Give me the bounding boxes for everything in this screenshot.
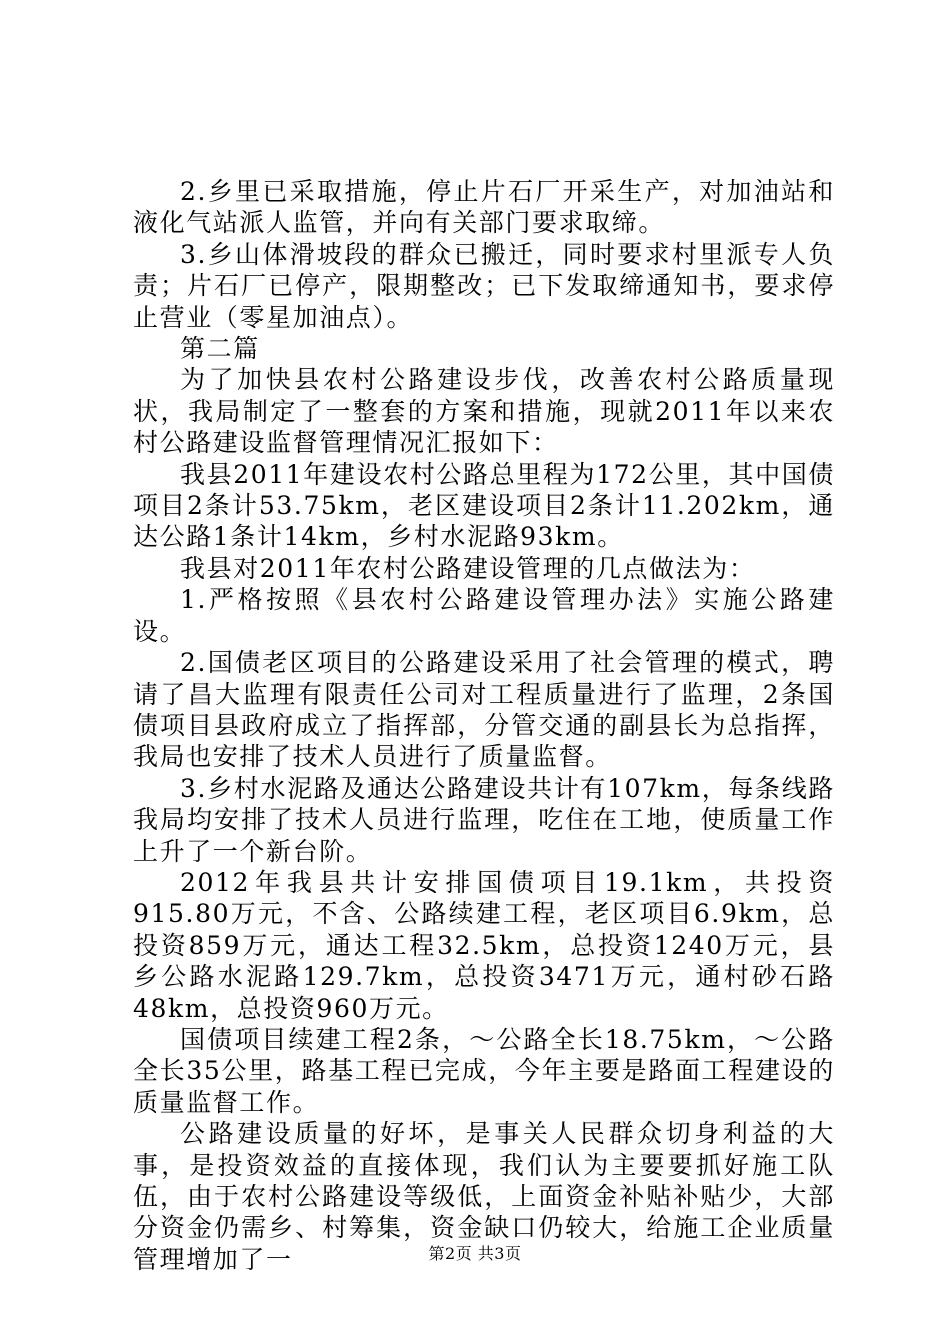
paragraph-practice-1: 1.严格按照《县农村公路建设管理办法》实施公路建设。 (133, 585, 835, 646)
paragraph-practices-lead: 我县对2011年农村公路建设管理的几点做法为： (180, 553, 756, 583)
paragraph-practice-3: 3.乡村水泥路及通达公路建设共计有107km，每条线路我局均安排了技术人员进行监理，吃住在工地，使质量工作上升了一个新台阶。 (133, 773, 835, 866)
paragraph-continuation-projects: 国债项目续建工程2条，～公路全长18.75km，～公路全长35公里，路基工程已完成，今年主要是路面工程建设的质量监督工作。 (133, 1024, 835, 1117)
paragraph-2011-mileage: 我县2011年建设农村公路总里程为172公里，其中国债项目2条计53.75km，老区建设项目2条计11.202km，通达公路1条计14km，乡村水泥路93km。 (133, 459, 835, 552)
paragraph-intro: 为了加快县农村公路建设步伐，改善农村公路质量现状，我局制定了一整套的方案和措施，现就2011年以来农村公路建设监督管理情况汇报如下： (133, 365, 835, 458)
section-heading: 第二篇 (180, 334, 260, 364)
paragraph-item-3-relocation: 3.乡山体滑坡段的群众已搬迁，同时要求村里派专人负责；片石厂已停产，限期整改；已下发取缔通知书，要求停止营业（零星加油点）。 (133, 239, 835, 332)
paragraph-item-2-measures: 2.乡里已采取措施，停止片石厂开采生产，对加油站和液化气站派人监管，并向有关部门要求取缔。 (133, 177, 835, 238)
paragraph-2012-investment: 2012年我县共计安排国债项目19.1km，共投资915.80万元，不含、公路续建工程，老区项目6.9km，总投资859万元，通达工程32.5km，总投资1240万元，县乡公路水泥路129.7km，总投资3471万元，通村砂石路48km，总投资960万元。 (133, 867, 835, 1023)
page-number-footer: 第2页 共3页 (428, 1244, 522, 1263)
paragraph-quality-importance: 公路建设质量的好坏，是事关人民群众切身利益的大事，是投资效益的直接体现，我们认为主要要抓好施工队伍，由于农村公路建设等级低，上面资金补贴补贴少，大部分资金仍需乡、村筹集，资金缺口仍较大，给施工企业质量管理增加了一 (133, 1119, 835, 1274)
paragraph-practice-2: 2.国债老区项目的公路建设采用了社会管理的模式，聘请了昌大监理有限责任公司对工程质量进行了监理，2条国债项目县政府成立了指挥部，分管交通的副县长为总指挥，我局也安排了技术人员进行了质量监督。 (133, 648, 835, 772)
document-body (133, 176, 835, 1275)
